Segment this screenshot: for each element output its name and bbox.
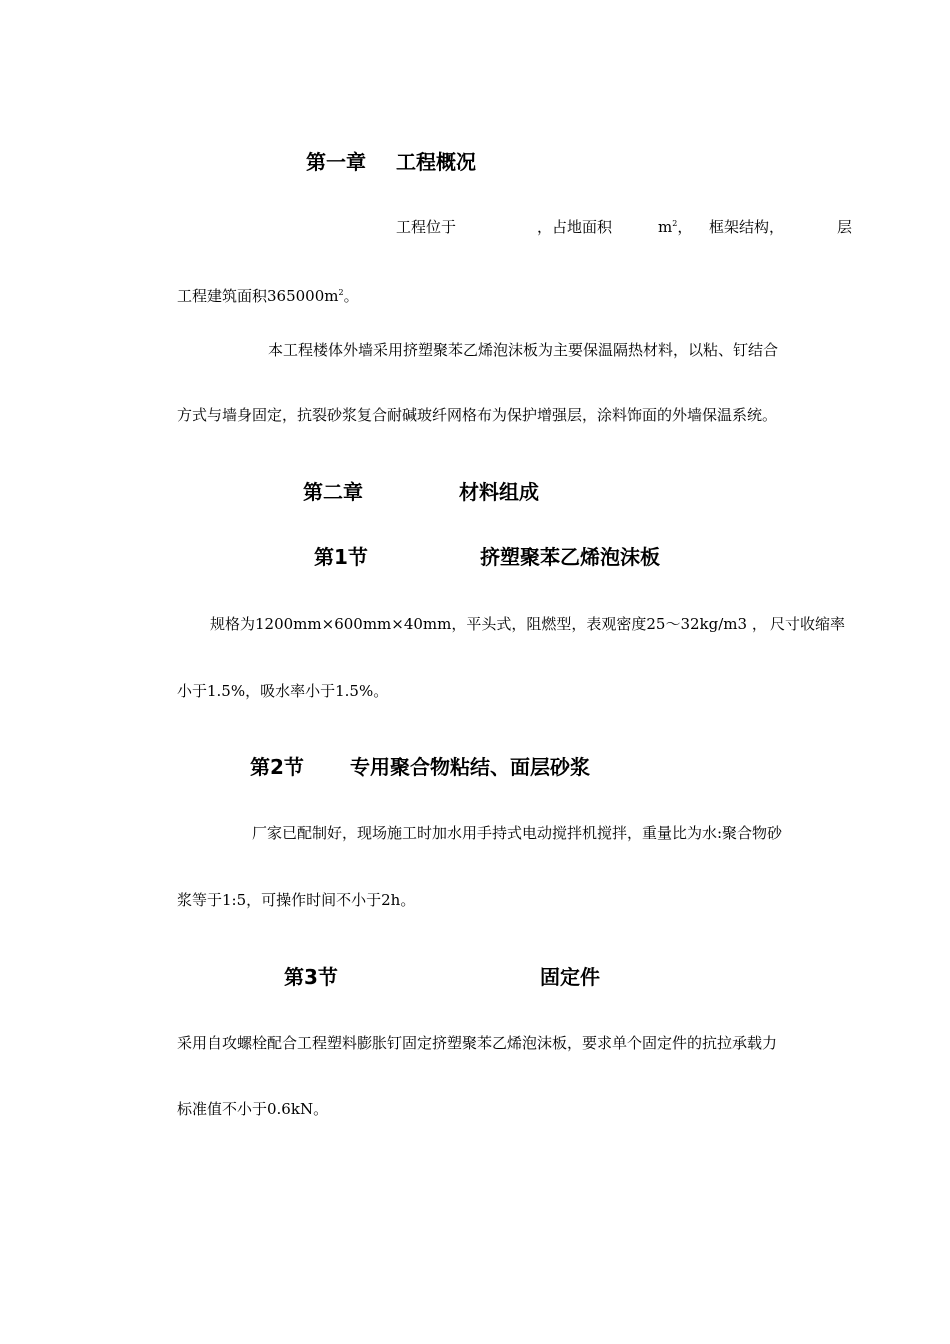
section1-line1-tail: 尺寸收缩率 [770, 615, 846, 633]
chapter2-title: 材料组成 [459, 480, 539, 504]
section3-line2: 标准值不小于0.6kN。 [177, 1100, 329, 1118]
chapter1-number: 第一章 [306, 150, 366, 174]
section1-number: 第1节 [314, 545, 368, 569]
section2-line1: 厂家已配制好，现场施工时加水用手持式电动搅拌机搅拌，重量比为水:聚合物砂 [252, 824, 783, 842]
section2-line2: 浆等于1:5，可操作时间不小于2h。 [177, 891, 416, 909]
section3-line1: 采用自攻螺栓配合工程塑料膨胀钉固定挤塑聚苯乙烯泡沫板，要求单个固定件的抗拉承载力 [177, 1034, 778, 1052]
para1-area: ，占地面积 [537, 218, 613, 236]
para2-line1: 本工程楼体外墙采用挤塑聚苯乙烯泡沫板为主要保温隔热材料，以粘、钉结合 [268, 341, 779, 359]
section3-title: 固定件 [540, 965, 600, 989]
section1-line2: 小于1.5%，吸水率小于1.5%。 [177, 682, 389, 700]
para1-structure: 框架结构， [709, 218, 785, 236]
chapter1-title: 工程概况 [396, 150, 476, 174]
chapter2-number: 第二章 [303, 480, 363, 504]
section1-title: 挤塑聚苯乙烯泡沫板 [480, 545, 660, 569]
section3-number: 第3节 [284, 965, 338, 989]
para2-line2: 方式与墙身固定，抗裂砂浆复合耐碱玻纤网格布为保护增强层，涂料饰面的外墙保温系统。 [177, 406, 778, 424]
para1-unit: $m^2$， [658, 218, 693, 236]
section2-title: 专用聚合物粘结、面层砂浆 [350, 755, 590, 779]
para1-floors: 层 [837, 218, 853, 236]
para1-building-area: 工程建筑面积$365000m^2$。 [177, 287, 359, 305]
section1-line1: 规格为1200mm×600mm×40mm，平头式，阻燃型，表观密度25～32kg/m3 ， [210, 615, 767, 633]
section2-number: 第2节 [250, 755, 304, 779]
para1-location: 工程位于 [396, 218, 457, 236]
